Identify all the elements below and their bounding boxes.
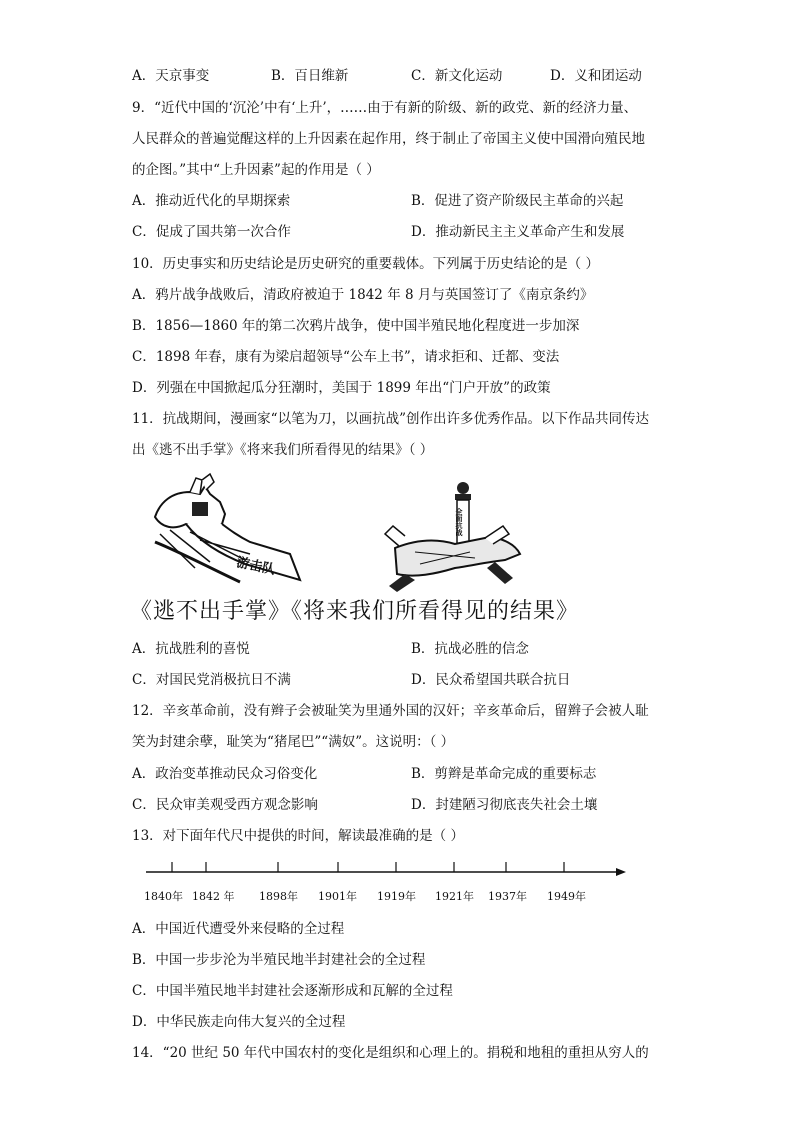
q9-stem-line-2: 人民群众的普遍觉醒这样的上升因素在起作用，终于制止了帝国主义使中国滑向殖民地 — [132, 131, 645, 147]
q13-option-b[interactable]: B．中国一步步沦为半殖民地半封建社会的全过程 — [132, 952, 426, 968]
q12-stem-line-1: 12．辛亥革命前，没有辫子会被耻笑为里通外国的汉奸；辛亥革命后，留辫子会被人耻 — [132, 703, 649, 719]
q11-image-caption: 《逃不出手掌》《将来我们所看得见的结果》 — [130, 599, 580, 624]
timeline-label-1898: 1898年 — [259, 890, 298, 903]
q10-option-d[interactable]: D．列强在中国掀起瓜分狂潮时，美国于 1899 年出“门户开放”的政策 — [132, 380, 551, 396]
q10-stem: 10．历史事实和历史结论是历史研究的重要载体。下列属于历史结论的是（ ） — [132, 256, 599, 272]
q8-option-b[interactable]: B．百日维新 — [271, 68, 349, 84]
q8-option-d[interactable]: D．义和团运动 — [550, 68, 642, 84]
q13-option-d[interactable]: D．中华民族走向伟大复兴的全过程 — [132, 1014, 346, 1030]
cartoon-hand-image — [150, 472, 320, 590]
q11-option-d[interactable]: D．民众希望国共联合抗日 — [411, 672, 571, 688]
q9-stem-line-3: 的企图。”其中“上升因素”起的作用是（ ） — [132, 162, 380, 178]
q14-stem: 14．“20 世纪 50 年代中国农村的变化是组织和心理上的。捐税和地租的重担从穷人的 — [132, 1045, 649, 1061]
cartoon-sword-image — [375, 478, 525, 596]
q9-option-d[interactable]: D．推动新民主主义革命产生和发展 — [411, 224, 625, 240]
q9-option-a[interactable]: A．推动近代化的早期探索 — [132, 193, 291, 209]
q10-option-a[interactable]: A．鸦片战争战败后，清政府被迫于 1842 年 8 月与英国签订了《南京条约》 — [132, 287, 594, 303]
q9-option-c[interactable]: C．促成了国共第一次合作 — [132, 224, 291, 240]
q13-option-c[interactable]: C．中国半殖民地半封建社会逐渐形成和瓦解的全过程 — [132, 983, 453, 999]
q12-stem-line-2: 笑为封建余孽，耻笑为“猪尾巴”“满奴”。这说明：（ ） — [132, 734, 455, 750]
timeline-label-1919: 1919年 — [377, 890, 416, 903]
sword-label: 全面抗战 — [455, 508, 463, 536]
q11-stem-line-2: 出《逃不出手掌》《将来我们所看得见的结果》（ ） — [132, 442, 434, 458]
q9-option-b[interactable]: B．促进了资产阶级民主革命的兴起 — [411, 193, 624, 209]
q12-option-a[interactable]: A．政治变革推动民众习俗变化 — [132, 766, 318, 782]
q11-option-b[interactable]: B．抗战必胜的信念 — [411, 641, 529, 657]
timeline-label-1921: 1921年 — [435, 890, 474, 903]
timeline-label-1840: 1840年 — [144, 890, 183, 903]
q13-option-a[interactable]: A．中国近代遭受外来侵略的全过程 — [132, 921, 345, 937]
q12-option-b[interactable]: B．剪辫是革命完成的重要标志 — [411, 766, 597, 782]
q13-stem: 13．对下面年代尺中提供的时间，解读最准确的是（ ） — [132, 828, 464, 844]
q10-option-c[interactable]: C．1898 年春，康有为梁启超领导“公车上书”，请求拒和、迁都、变法 — [132, 349, 560, 365]
timeline-label-1937: 1937年 — [488, 890, 527, 903]
q12-option-d[interactable]: D．封建陋习彻底丧失社会土壤 — [411, 797, 598, 813]
timeline-label-1949: 1949年 — [547, 890, 586, 903]
q10-option-b[interactable]: B．1856—1860 年的第二次鸦片战争，使中国半殖民地化程度进一步加深 — [132, 318, 580, 334]
q11-stem-line-1: 11．抗战期间，漫画家“以笔为刀，以画抗战”创作出许多优秀作品。以下作品共同传达 — [132, 411, 649, 427]
timeline-label-1901: 1901年 — [318, 890, 357, 903]
q8-option-c[interactable]: C．新文化运动 — [411, 68, 503, 84]
q9-stem-line-1: 9．“近代中国的‘沉沦’中有‘上升’，……由于有新的阶级、新的政党、新的经济力量、 — [132, 100, 638, 116]
q12-option-c[interactable]: C．民众审美观受西方观念影响 — [132, 797, 318, 813]
timeline-axis — [140, 860, 630, 884]
q11-option-c[interactable]: C．对国民党消极抗日不满 — [132, 672, 291, 688]
q8-option-a[interactable]: A．天京事变 — [132, 68, 210, 84]
arm-label: 游击队 — [235, 555, 277, 579]
q11-option-a[interactable]: A．抗战胜利的喜悦 — [132, 641, 250, 657]
timeline-label-1842: 1842 年 — [192, 890, 235, 903]
